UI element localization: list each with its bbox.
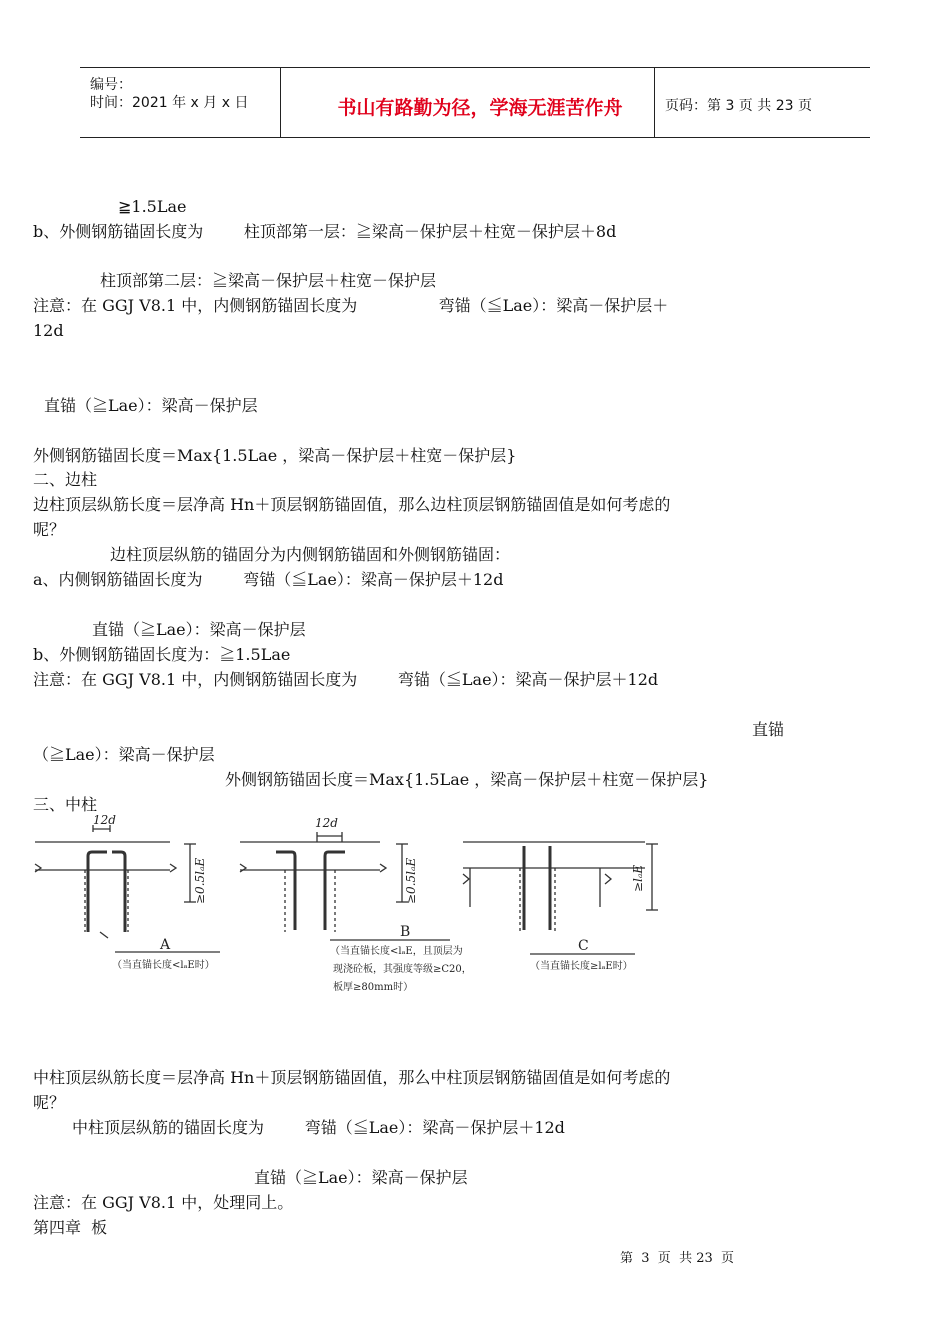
text-line: 直锚（≧Lae）：梁高－保护层 (254, 1168, 468, 1187)
caption-a: （当直锚长度<lₐE时） (112, 960, 215, 971)
caption-b-line1: （当直锚长度<lₐE，且顶层为 (330, 946, 463, 957)
text-line: 注意：在 GGJ V8.1 中，内侧钢筋锚固长度为 弯锚（≦Lae）：梁高－保护层＋12d (33, 670, 659, 689)
dim-half-lae-b: ≥0.5lₐE (404, 857, 418, 904)
label-b: B (400, 924, 411, 940)
label-c: C (578, 938, 589, 954)
header-motto: 书山有路勤为径，学海无涯苦作舟 (337, 97, 623, 119)
text-line: ≧1.5Lae (118, 197, 187, 216)
page-footer: 第 3 页 共 23 页 (620, 1251, 735, 1266)
dim-12d-b: 12d (315, 816, 338, 830)
chapter-heading: 第四章 板 (33, 1218, 108, 1237)
text-line: 边柱顶层纵筋长度＝层净高 Hn＋顶层钢筋锚固值，那么边柱顶层钢筋锚固值是如何考虑的 (33, 495, 671, 514)
text-line: 直锚（≧Lae）：梁高－保护层 (44, 396, 258, 415)
dim-lae-c: ≥lₐE (631, 864, 645, 892)
label-a: A (160, 937, 171, 953)
diagram-c (463, 842, 658, 954)
text-line: 呢？ (33, 1093, 66, 1112)
caption-b-line3: 板厚≥80mm时） (333, 982, 414, 993)
text-line: a、内侧钢筋锚固长度为 弯锚（≦Lae）：梁高－保护层＋12d (33, 570, 504, 589)
page-indicator: 页码：第 3 页 共 23 页 (665, 98, 812, 114)
header-divider-right (654, 68, 655, 137)
page-header (80, 67, 870, 138)
text-line: 柱顶部第二层：≧梁高－保护层＋柱宽－保护层 (100, 271, 437, 290)
text-line: （≧Lae）：梁高－保护层 (33, 745, 215, 764)
text-line: 直锚（≧Lae）：梁高－保护层 (92, 620, 306, 639)
serial-label: 编号： (90, 77, 132, 93)
section-heading: 三、中柱 (33, 795, 98, 814)
text-line: 外侧钢筋锚固长度＝Max{1.5Lae ，梁高－保护层＋柱宽－保护层} (225, 770, 709, 789)
text-line: 中柱顶层纵筋长度＝层净高 Hn＋顶层钢筋锚固值，那么中柱顶层钢筋锚固值是如何考虑的 (33, 1068, 671, 1087)
text-line: 注意：在 GGJ V8.1 中，处理同上。 (33, 1193, 294, 1212)
diagram-b (240, 832, 450, 940)
section-heading: 二、边柱 (33, 470, 98, 489)
caption-c: （当直锚长度≥lₐE时） (530, 961, 633, 972)
text-line: b、外侧钢筋锚固长度为：≧1.5Lae (33, 645, 291, 664)
caption-b-line2: 现浇砼板，其强度等级≥C20， (333, 964, 472, 975)
text-line: 呢？ (33, 520, 66, 539)
text-line: 边柱顶层纵筋的锚固分为内侧钢筋锚固和外侧钢筋锚固： (110, 545, 511, 564)
text-line: b、外侧钢筋锚固长度为 柱顶部第一层：≧梁高－保护层＋柱宽－保护层＋8d (33, 222, 617, 241)
text-line: 直锚 (752, 720, 785, 739)
anchorage-figure (30, 812, 680, 1002)
text-line: 外侧钢筋锚固长度＝Max{1.5Lae ，梁高－保护层＋柱宽－保护层} (33, 446, 517, 465)
dim-half-lae-a: ≥0.5lₐE (193, 857, 207, 904)
text-line: 中柱顶层纵筋的锚固长度为 弯锚（≦Lae）：梁高－保护层＋12d (72, 1118, 565, 1137)
text-line: 12d (33, 321, 64, 340)
text-line: 注意：在 GGJ V8.1 中，内侧钢筋锚固长度为 弯锚（≦Lae）：梁高－保护层＋ (33, 296, 669, 315)
date-line: 时间：2021 年 x 月 x 日 (90, 95, 249, 111)
dim-12d-a: 12d (93, 813, 116, 827)
